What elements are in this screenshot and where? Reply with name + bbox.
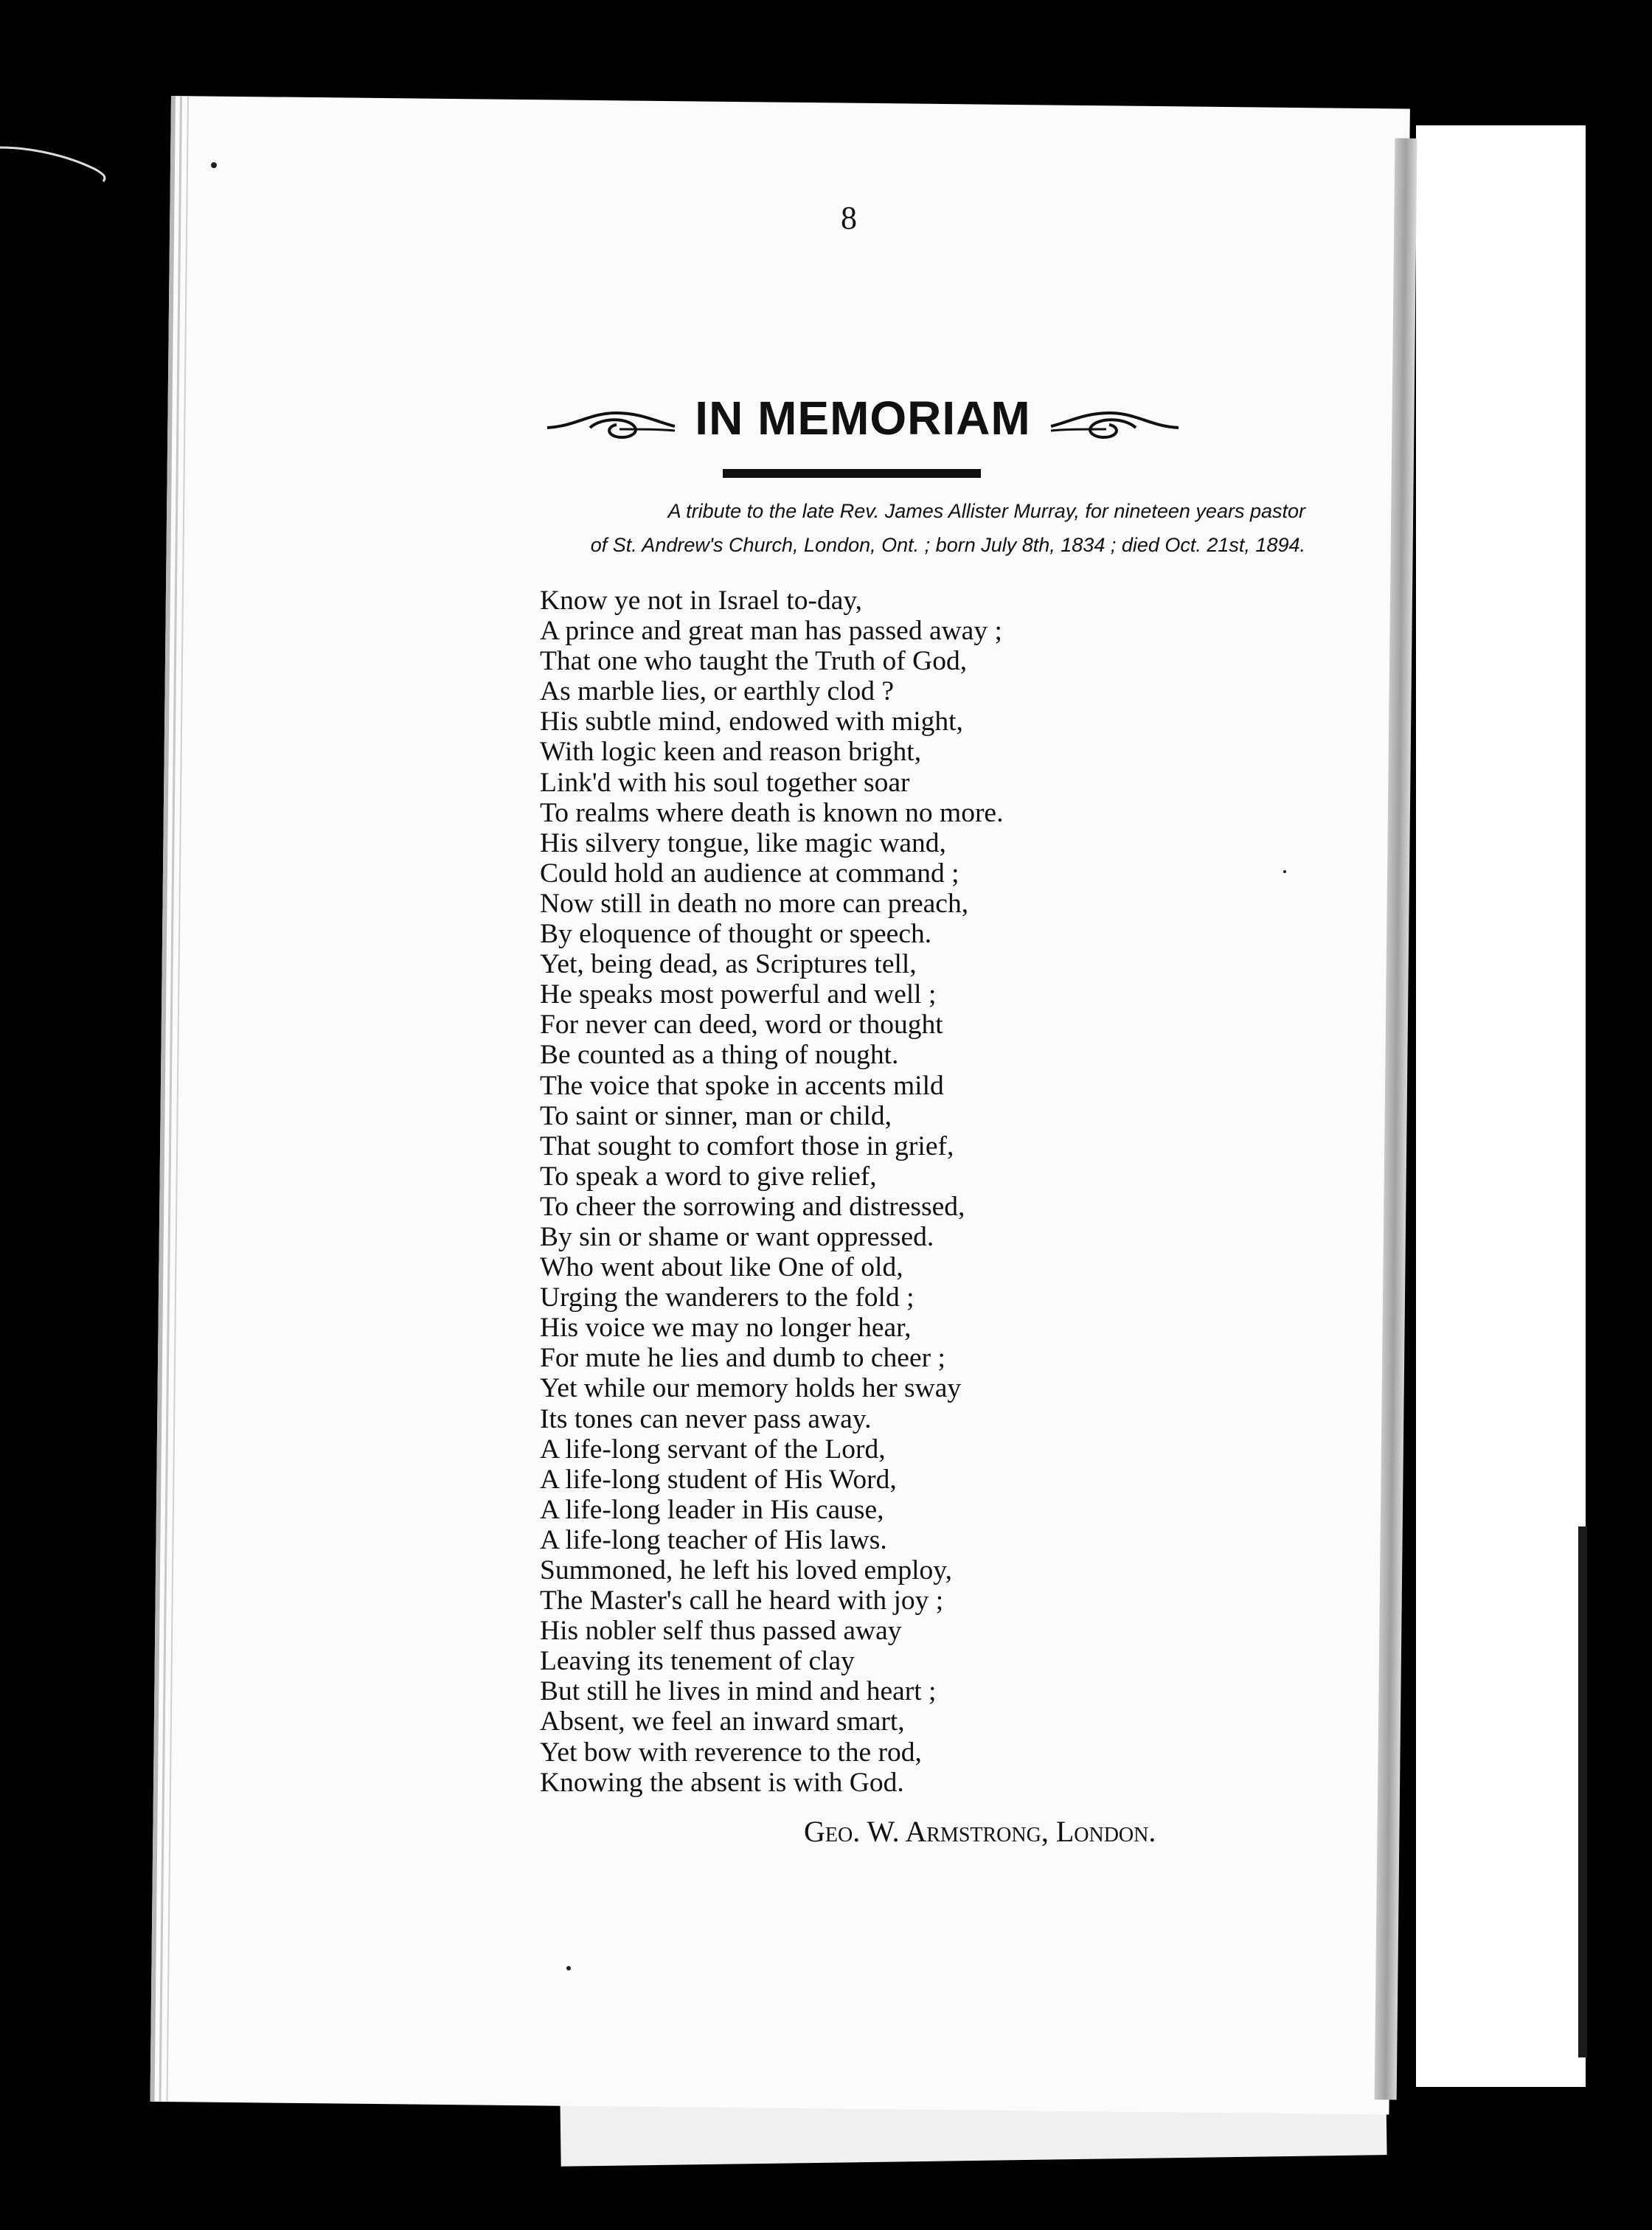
book-gutter xyxy=(1375,138,1417,2099)
poem-line: Urging the wanderers to the fold ; xyxy=(540,1282,914,1313)
scan-speck xyxy=(211,162,217,168)
poem-line: Who went about like One of old, xyxy=(540,1252,903,1283)
poem-line: For never can deed, word or thought xyxy=(540,1010,943,1041)
poem-line: To speak a word to give relief, xyxy=(540,1161,877,1192)
poem-line: Summoned, he left his loved employ, xyxy=(540,1555,952,1585)
poem-line: Link'd with his soul together soar xyxy=(540,767,910,798)
poem-line: A life-long student of His Word, xyxy=(540,1464,897,1495)
poem-line: The voice that spoke in accents mild xyxy=(540,1070,944,1101)
title-rule xyxy=(723,469,981,478)
title-row xyxy=(546,391,1180,457)
right-flourish-icon xyxy=(1040,404,1180,448)
poem-line: A life-long teacher of His laws. xyxy=(540,1524,887,1555)
poem-line: His nobler self thus passed away xyxy=(540,1616,902,1647)
poem-line: To saint or sinner, man or child, xyxy=(540,1100,892,1131)
subtitle xyxy=(384,494,1305,562)
facing-page-shadow xyxy=(1578,1526,1587,2057)
poem-line: By sin or shame or want oppressed. xyxy=(540,1221,934,1252)
poem-line: To realms where death is known no more. xyxy=(540,797,1004,828)
poem-line: Knowing the absent is with God. xyxy=(540,1767,904,1798)
scan-artifact xyxy=(0,125,111,192)
poem-line: That one who taught the Truth of God, xyxy=(540,646,968,677)
poem-line: Leaving its tenement of clay xyxy=(540,1646,855,1677)
scan-speck xyxy=(566,1966,571,1970)
poem-line: Now still in death no more can preach, xyxy=(540,888,969,919)
poem xyxy=(540,586,1226,1798)
author-signature: Geo. W. Armstrong, London. xyxy=(804,1815,1156,1848)
page-title: IN MEMORIAM xyxy=(695,392,1031,445)
poem-line: Be counted as a thing of nought. xyxy=(540,1040,899,1071)
poem-line: His voice we may no longer hear, xyxy=(540,1313,912,1344)
scan-speck xyxy=(1283,870,1286,873)
poem-line: Know ye not in Israel to-day, xyxy=(540,586,863,616)
poem-line: That sought to comfort those in grief, xyxy=(540,1130,954,1161)
poem-line: He speaks most powerful and well ; xyxy=(540,979,937,1010)
facing-page xyxy=(1416,125,1586,2087)
page-number: 8 xyxy=(841,200,857,236)
poem-line: A life-long leader in His cause, xyxy=(540,1494,884,1525)
poem-line: Its tones can never pass away. xyxy=(540,1403,872,1434)
poem-line: To cheer the sorrowing and distressed, xyxy=(540,1191,965,1222)
poem-line: As marble lies, or earthly clod ? xyxy=(540,676,895,707)
poem-line: Yet bow with reverence to the rod, xyxy=(540,1737,922,1768)
poem-line: A life-long servant of the Lord, xyxy=(540,1434,886,1465)
subtitle-line: A tribute to the late Rev. James Allister Murray, for nineteen years pastor xyxy=(667,500,1305,522)
left-flourish-icon xyxy=(546,404,686,448)
poem-line: By eloquence of thought or speech. xyxy=(540,919,932,950)
poem-line: Could hold an audience at command ; xyxy=(540,858,959,889)
poem-line: For mute he lies and dumb to cheer ; xyxy=(540,1343,945,1374)
poem-line: The Master's call he heard with joy ; xyxy=(540,1585,944,1616)
poem-line: With logic keen and reason bright, xyxy=(540,737,922,768)
poem-line: His subtle mind, endowed with might, xyxy=(540,706,963,737)
poem-line: His silvery tongue, like magic wand, xyxy=(540,827,946,858)
subtitle-line: of St. Andrew's Church, London, Ont. ; born July 8th, 1834 ; died Oct. 21st, 1894. xyxy=(590,534,1305,556)
poem-line: Absent, we feel an inward smart, xyxy=(540,1706,905,1737)
poem-line: A prince and great man has passed away ; xyxy=(540,616,1002,647)
poem-line: But still he lives in mind and heart ; xyxy=(540,1676,937,1707)
poem-line: Yet while our memory holds her sway xyxy=(540,1373,962,1404)
poem-line: Yet, being dead, as Scriptures tell, xyxy=(540,949,917,980)
